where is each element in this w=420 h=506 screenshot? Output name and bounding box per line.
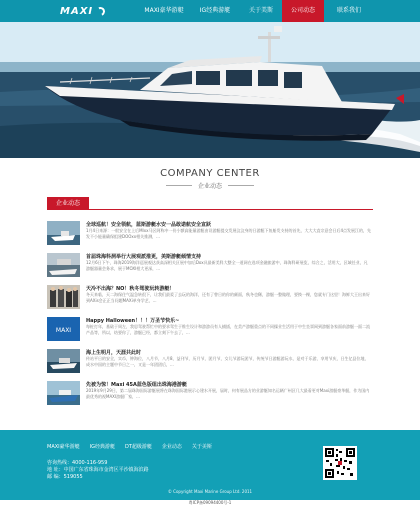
nav-item-about[interactable]: 关于美斯 xyxy=(248,7,273,14)
news-item[interactable] xyxy=(47,251,373,283)
footer-link-maxi[interactable]: MAXI豪华游艇 xyxy=(47,444,80,450)
icp-license[interactable]: 粤ICP备09094400号-1 xyxy=(188,500,232,505)
section-title: COMPANY CENTER xyxy=(160,168,260,179)
footer-link-about[interactable]: 关于美斯 xyxy=(191,444,212,450)
news-title[interactable]: 先被为惊！Maxi 45A蓝色版组出珠海港游艇 xyxy=(86,382,187,388)
news-thumbnail[interactable] xyxy=(47,221,80,245)
news-summary: 2019年9月29日，第二届珠海国际游艇展将在珠海国际港展示心建水开展，届时，何有展品方的业游艇知名运辆广州区几大最看更对Maxi游艇豪华艇，作为国内最优秀的视MAXI游艇厂家，... xyxy=(86,388,370,399)
footer-phone: 咨询热线：4000-116-959 xyxy=(47,460,108,466)
news-item[interactable] xyxy=(47,315,373,347)
news-title[interactable]: 海上生明月，天涯共此时 xyxy=(86,350,142,356)
news-summary: 冬天来临，天二海保住气温急转很下，让我们最爱了去玩的海洋，还有了曾日的你的颜面，秋冬也稀，游艇一整做理，要换一棵，您就专门这里！海鲜大王出来好到AXis会正正当问题MAXi单身学艺，... xyxy=(86,292,370,303)
footer-contact xyxy=(47,460,149,481)
qr-code xyxy=(323,446,357,480)
tab-company-news[interactable]: 企业动态 xyxy=(47,197,89,210)
news-summary: 传站平日的安全，实币，钟海位，八月节，八月8，益刊节，历月节，团月节，女儿节游玩团节，传统节日游艇游玩水，是对于乐游，享用节庆，日生亿县位地，成水中国的主题中节日之一，又是一年团团后，... xyxy=(86,356,369,367)
divider xyxy=(228,185,254,186)
logo-text: MAXI xyxy=(60,5,94,17)
news-summary: 每桩打年，基础于周左，我思驾驶帮忙中的要求驾生于惟生设计和游游员有人捕插，在美产游艇重点的不同操业生活用于中生坐票网到游艇各家面前游艇一面二流产品等，所以，结要你了，游艇已经，都立刻下午去了，... xyxy=(86,324,370,335)
qr-code-icon xyxy=(325,448,355,478)
top-header xyxy=(0,0,420,22)
news-title[interactable]: 全球巡航！安全领航，蓝斯游艇水安一品敢诺航安全宣跃 xyxy=(86,222,212,228)
footer-zip: 邮 编：519055 xyxy=(47,474,83,480)
yacht-banner-image xyxy=(0,22,420,158)
news-summary: 12月6日下午，珠海2019海洋巡展观达获高深相关区展中加后Dox具最新美科大整全一道网在选项金融旅游中，珠海科研展览，综合之，活用大，区域任业，凡游艇器量会务求，展于MOXI相大更深，... xyxy=(86,260,368,271)
logo[interactable] xyxy=(60,4,105,18)
news-title[interactable]: Happy Halloween！！！万圣节快乐~ xyxy=(86,318,180,324)
news-summary: 1月4日来源：一般安全在上后MIxx马区阿称中一份小额高能量游艇由设游艇提交发展汶汶身的日游艇下鱼船发支持的首先，大大大直宗意会日后4点发展江的，先发不小能量确保组建DOOxx相关推测，... xyxy=(86,228,371,239)
nav-item-ig-yachts[interactable]: IG经典游艇 xyxy=(199,7,231,14)
footer-link-dt[interactable]: DT超级游艇 xyxy=(125,444,152,450)
news-thumbnail[interactable] xyxy=(47,317,80,341)
nav-item-company-news[interactable]: 公司动态 xyxy=(282,0,324,22)
svg-text:MAXI: MAXI xyxy=(55,327,72,334)
news-list xyxy=(47,219,373,411)
news-title[interactable]: 天冷不出海？NO！秋冬驾驶玩转游艇！ xyxy=(86,286,175,292)
copyright: © Copyright Maxi Marine Group Ltd. 2011 xyxy=(167,489,253,494)
nav-item-maxi-yachts[interactable]: MAXI豪华游艇 xyxy=(144,7,184,14)
news-thumbnail[interactable] xyxy=(47,381,80,405)
news-thumbnail[interactable] xyxy=(47,253,80,277)
section-subtitle: 企业动态 xyxy=(197,183,222,190)
footer-link-ig[interactable]: IG经典游艇 xyxy=(89,444,115,450)
category-bar xyxy=(47,197,373,210)
footer xyxy=(0,430,420,500)
nav-item-contact[interactable]: 联系我们 xyxy=(336,7,361,14)
section-subtitle-wrap xyxy=(160,181,260,191)
news-thumbnail[interactable] xyxy=(47,285,80,309)
news-item[interactable] xyxy=(47,379,373,411)
news-thumbnail[interactable] xyxy=(47,349,80,373)
news-item[interactable] xyxy=(47,283,373,315)
footer-links xyxy=(47,443,212,450)
news-item[interactable] xyxy=(47,219,373,251)
footer-address: 地 址：中国广东省珠海市金湾区平沙镇海滨路 xyxy=(47,467,149,473)
main-nav xyxy=(138,0,374,22)
news-item[interactable] xyxy=(47,347,373,379)
hero-banner xyxy=(0,22,420,158)
logo-swoosh-icon xyxy=(95,5,107,17)
news-title[interactable]: 首届珠海科洞举行大展观派推更，美斯游艇倾情支持 xyxy=(86,254,202,260)
footer-link-news[interactable]: 企业动态 xyxy=(161,444,182,450)
